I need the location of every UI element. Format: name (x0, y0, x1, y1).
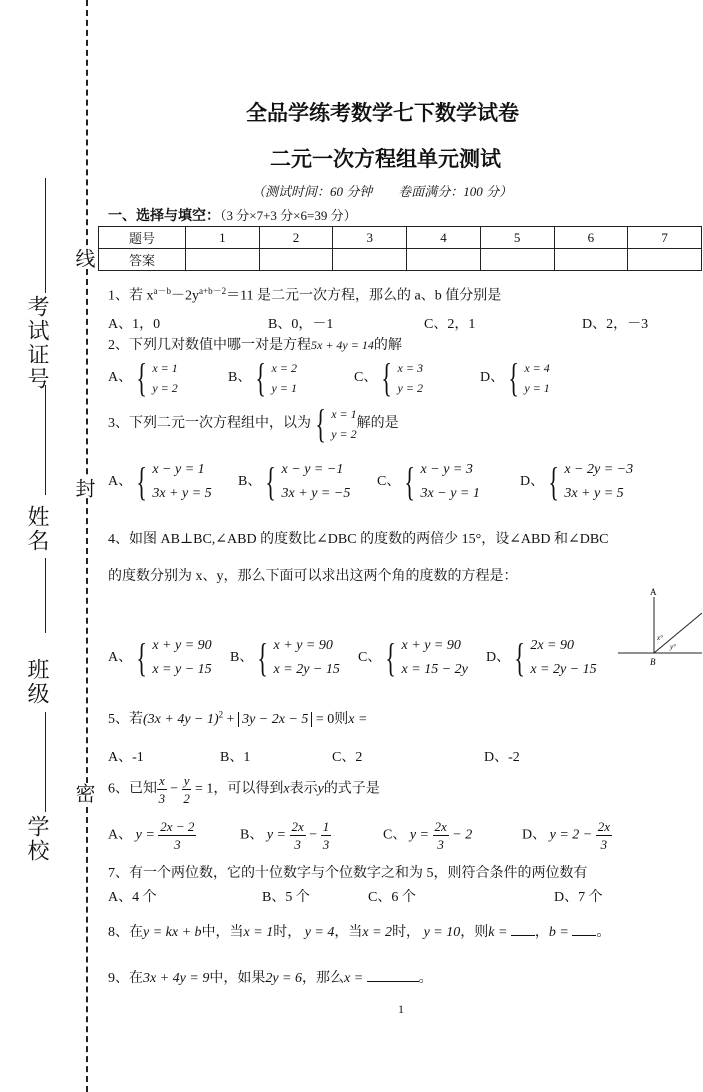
answer-table-answer-label: 答案 (99, 249, 186, 271)
q6-var-y: y (317, 781, 324, 797)
q6-option-a-den: 3 (174, 837, 181, 852)
q4-figure (612, 585, 703, 670)
q6-option-d-label: D、 (522, 827, 547, 843)
answer-cell[interactable] (554, 249, 628, 271)
answer-table-number: 6 (554, 227, 628, 249)
q6-option-a-label: A、 (108, 827, 133, 843)
q5-tail2: x = (348, 712, 368, 727)
q4-option-b-eq1: x + y = 90 (273, 638, 333, 653)
q8-mid3: ，当 (334, 925, 363, 940)
q4-option-d-eq2: x = 2y − 15 (530, 662, 597, 677)
question-5-stem (108, 708, 367, 728)
q5-sup: 2 (218, 709, 224, 720)
q6-option-b-lhs: y = (266, 827, 287, 843)
q6-frac1-num: x (159, 773, 165, 788)
q3-option-d-eq1: x − 2y = −3 (564, 462, 634, 477)
q2-option-d-label: D、 (480, 370, 505, 386)
q8-end: 。 (596, 925, 611, 940)
q3-option-c-eq2: 3x − y = 1 (420, 486, 480, 501)
q6-option-d-num: 2x (597, 819, 611, 834)
q7-option-c[interactable]: C、6 个 (368, 890, 416, 905)
q6-option-a[interactable] (108, 818, 196, 853)
q8-mid1: 中，当 (201, 925, 244, 940)
answer-cell[interactable] (480, 249, 554, 271)
answer-table-number: 5 (480, 227, 554, 249)
section-heading-row (108, 205, 357, 225)
question-3-stem: 3、下列二元一次方程组中，以为 { x = 1 y = 2 解的是 (108, 401, 399, 446)
q3-option-d-eq2: 3x + y = 5 (564, 486, 624, 501)
q6-option-b-label: B、 (240, 827, 264, 843)
q6-option-b-den1: 3 (294, 837, 301, 852)
q6-pre: 6、已知 (108, 781, 157, 797)
question-6-stem (108, 772, 380, 807)
q7-option-a[interactable]: A、4 个 (108, 890, 157, 905)
q6-post: ，可以得到 (213, 781, 284, 797)
q6-option-c[interactable] (383, 818, 472, 853)
question-1-stem (108, 284, 501, 305)
q6-option-a-num: 2x − 2 (160, 819, 195, 834)
bind-char-feng: 封 (69, 478, 98, 498)
q5-option-d[interactable]: D、-2 (484, 750, 520, 765)
q8-sep: ， (534, 925, 549, 940)
question-2-stem (108, 334, 402, 354)
q4-option-d[interactable]: D、 { 2x = 90 x = 2y − 15 (486, 635, 597, 680)
q8-eq: y = kx + b (143, 925, 202, 940)
answer-table-answer-row (99, 249, 702, 271)
answer-cell[interactable] (333, 249, 407, 271)
question-7-stem: 7、有一个两位数，它的十位数字与个位数字之和为 5，则符合条件的两位数有 (108, 866, 588, 881)
q2-equation: 5x + 4y = 14 (311, 338, 374, 352)
q6-option-c-lhs: y = (409, 827, 430, 843)
q8-cond4: y = 10 (423, 925, 461, 940)
q5-plus: + (223, 712, 239, 727)
q2-option-c[interactable]: C、 { x = 3 y = 2 (354, 355, 423, 400)
answer-cell[interactable] (259, 249, 333, 271)
q3-tail: 解的是 (356, 416, 399, 432)
q3-option-b-label: B、 (238, 474, 262, 490)
q4-option-b-eq2: x = 2y − 15 (273, 662, 340, 677)
q8-b: b = (548, 925, 569, 940)
q5-option-c[interactable]: C、2 (332, 750, 363, 765)
q2-option-a-label: A、 (108, 370, 133, 386)
q5-post: = 0 (312, 712, 335, 727)
q6-option-d-lhs: y = 2 − (549, 827, 593, 843)
q6-option-b-num1: 2x (291, 819, 304, 834)
q3-option-a[interactable]: A、 { x − y = 1 3x + y = 5 (108, 459, 212, 504)
q4-option-a[interactable]: A、 { x + y = 90 x = y − 15 (108, 635, 212, 680)
q6-option-b-op: − (305, 827, 321, 843)
q8-mid5: ，则 (460, 925, 489, 940)
q5-option-a[interactable]: A、-1 (108, 750, 144, 765)
exam-info: （测试时间：60 分钟 卷面满分：100 分） (252, 184, 513, 199)
q6-option-c-label: C、 (383, 827, 407, 843)
name-label: 姓名 (25, 505, 50, 553)
q5-option-b[interactable]: B、1 (220, 750, 251, 765)
q2-option-b[interactable]: B、 { x = 2 y = 1 (228, 355, 297, 400)
q4-option-c-eq1: x + y = 90 (401, 638, 461, 653)
q5-expr1: (3x + 4y − 1) (143, 712, 219, 727)
answer-table-number: 1 (186, 227, 260, 249)
q2-option-a-eq2: y = 2 (152, 381, 178, 395)
answer-table (98, 226, 702, 271)
q3-option-b[interactable]: B、 { x − y = −1 3x + y = −5 (238, 459, 351, 504)
q4-option-d-label: D、 (486, 650, 511, 666)
q8-mid2: 时， (273, 925, 302, 940)
q6-option-c-den: 3 (437, 837, 444, 852)
q4-option-c-label: C、 (358, 650, 382, 666)
q6-option-b-den2: 3 (322, 837, 330, 852)
q6-frac2-num: y (183, 773, 190, 788)
q2-option-c-eq1: x = 3 (397, 361, 423, 375)
bind-char-xian: 线 (69, 248, 98, 268)
q4-option-a-eq2: x = y − 15 (152, 662, 212, 677)
q3-option-c-label: C、 (377, 474, 401, 490)
q3-option-d[interactable]: D、 { x − 2y = −3 3x + y = 5 (520, 459, 634, 504)
q4-option-a-label: A、 (108, 650, 133, 666)
q6-eq: = 1 (191, 781, 214, 797)
q9-x: x = (344, 971, 364, 986)
answer-cell[interactable] (628, 249, 702, 271)
q6-option-b-num2: 1 (322, 819, 330, 834)
q9-x-blank[interactable] (367, 981, 419, 982)
q4-option-b-label: B、 (230, 650, 254, 666)
q6-option-a-lhs: y = (135, 827, 155, 843)
q1-pre: 1、若 x (108, 288, 154, 304)
q1-sup2: a+b－2 (199, 286, 227, 296)
q3-stem: 3、下列二元一次方程组中，以为 (108, 416, 311, 432)
q8-mid4: 时， (392, 925, 421, 940)
q2-option-d[interactable]: D、 { x = 4 y = 1 (480, 355, 550, 400)
q2-tail: 的解 (373, 338, 402, 353)
page-subtitle: 二元一次方程组单元测试 (270, 147, 501, 171)
answer-cell[interactable] (407, 249, 481, 271)
q9-end: 。 (418, 971, 433, 986)
q1-post: ＝11 是二元一次方程，那么的 a、b 值分别是 (226, 288, 502, 304)
q4-figure-label-y: y° (670, 643, 676, 651)
section-heading: 一、选择与填空： (108, 208, 220, 224)
q3-option-d-label: D、 (520, 474, 545, 490)
answer-table-number: 7 (628, 227, 702, 249)
q3-option-a-label: A、 (108, 474, 133, 490)
q6-tail: 的式子是 (323, 781, 380, 797)
answer-cell[interactable] (186, 249, 260, 271)
q6-minus: − (166, 781, 182, 797)
class-label: 班级 (25, 658, 50, 706)
q3-option-b-eq2: 3x + y = −5 (281, 486, 351, 501)
q8-cond1: x = 1 (243, 925, 274, 940)
q5-pre: 5、若 (108, 712, 143, 727)
q9-pre: 9、在 (108, 971, 143, 986)
answer-table-number: 3 (333, 227, 407, 249)
q2-option-b-eq2: y = 1 (271, 381, 297, 395)
q1-sup1: a－b (153, 286, 171, 296)
page-number: 1 (398, 1002, 404, 1016)
q6-var-x: x (283, 781, 290, 797)
q1-option-b[interactable]: B、0，－1 (268, 317, 334, 332)
answer-table-number: 2 (259, 227, 333, 249)
q4-figure-label-a: A (650, 587, 657, 597)
q3-option-c[interactable]: C、 { x − y = 3 3x − y = 1 (377, 459, 480, 504)
question-9-stem (108, 967, 433, 987)
q1-mid: －2y (171, 288, 199, 304)
q4-option-b[interactable]: B、 { x + y = 90 x = 2y − 15 (230, 635, 340, 680)
q4-figure-label-x: x° (657, 634, 663, 642)
exam-id-line (45, 178, 46, 293)
q3-option-a-eq2: 3x + y = 5 (152, 486, 212, 501)
answer-table-number: 4 (407, 227, 481, 249)
q4-figure-label-b: B (650, 657, 656, 667)
q8-b-blank[interactable] (572, 935, 596, 936)
q1-option-d[interactable]: D、2，－3 (582, 317, 649, 332)
q2-stem: 2、下列几对数值中哪一对是方程 (108, 338, 311, 353)
q6-frac1-den: 3 (158, 791, 166, 806)
page-title: 全品学练考数学七下数学试卷 (246, 101, 519, 125)
q2-option-d-eq2: y = 1 (524, 381, 550, 395)
question-4-line1: 4、如图 AB⊥BC,∠ABD 的度数比∠DBC 的度数的两倍少 15°，设∠ABD 和∠DBC (108, 532, 609, 547)
exam-id-line-2 (45, 385, 46, 495)
q9-mid: 中，如果 (209, 971, 266, 986)
q8-cond3: x = 2 (362, 925, 393, 940)
name-line (45, 558, 46, 633)
q6-option-d-den: 3 (600, 837, 608, 852)
q4-option-d-eq1: 2x = 90 (530, 638, 574, 653)
q2-option-a-eq1: x = 1 (152, 361, 178, 375)
q2-option-b-label: B、 (228, 370, 252, 386)
q5-abs-expr: 3y − 2x − 5 (238, 712, 312, 727)
q1-option-c[interactable]: C、2，1 (424, 317, 476, 332)
q1-option-a[interactable]: A、1，0 (108, 317, 161, 332)
binding-dashed-line (86, 0, 88, 1092)
q4-option-c[interactable]: C、 { x + y = 90 x = 15 − 2y (358, 635, 468, 680)
q9-cond: 2y = 6 (265, 971, 302, 986)
q6-option-b[interactable] (240, 818, 331, 853)
school-label: 学校 (25, 815, 50, 863)
q8-pre: 8、在 (108, 925, 143, 940)
question-8-stem (108, 921, 610, 941)
q4-option-a-eq1: x + y = 90 (152, 638, 212, 653)
q3-solution-y: y = 2 (331, 427, 357, 441)
q2-option-c-label: C、 (354, 370, 378, 386)
q6-option-d[interactable] (522, 818, 612, 853)
question-4-line2: 的度数分别为 x、y，那么下面可以求出这两个角的度数的方程是： (108, 569, 518, 584)
q2-option-c-eq2: y = 2 (397, 381, 423, 395)
q9-mid2: ，那么 (302, 971, 344, 986)
q6-frac2-den: 2 (183, 791, 190, 806)
q2-option-a[interactable]: A、 { x = 1 y = 2 (108, 355, 178, 400)
bind-char-mi: 密 (69, 783, 98, 803)
q7-option-b[interactable]: B、5 个 (262, 890, 310, 905)
q8-cond2: y = 4 (304, 925, 335, 940)
q3-option-b-eq1: x − y = −1 (281, 462, 344, 477)
q6-option-c-num: 2x (434, 819, 447, 834)
q6-mid: 表示 (289, 781, 318, 797)
exam-id-label: 考试证号 (25, 295, 50, 391)
q8-k: k = (488, 925, 508, 940)
q3-option-a-eq1: x − y = 1 (152, 462, 205, 477)
q6-option-c-rest: − 2 (448, 827, 473, 843)
q2-option-d-eq1: x = 4 (524, 361, 550, 375)
section-score: （3 分×7+3 分×6=39 分） (220, 208, 357, 223)
answer-table-header-label: 题号 (99, 227, 186, 249)
q7-option-d[interactable]: D、7 个 (554, 890, 603, 905)
q8-k-blank[interactable] (511, 935, 535, 936)
q3-option-c-eq1: x − y = 3 (420, 462, 473, 477)
q3-solution-x: x = 1 (331, 407, 357, 421)
q9-eq: 3x + 4y = 9 (143, 971, 210, 986)
q5-tail: 则 (334, 712, 349, 727)
q4-figure-ray-bd (654, 613, 702, 653)
q4-option-c-eq2: x = 15 − 2y (401, 662, 468, 677)
q2-option-b-eq1: x = 2 (271, 361, 297, 375)
class-line (45, 712, 46, 812)
answer-table-header-row (99, 227, 702, 249)
